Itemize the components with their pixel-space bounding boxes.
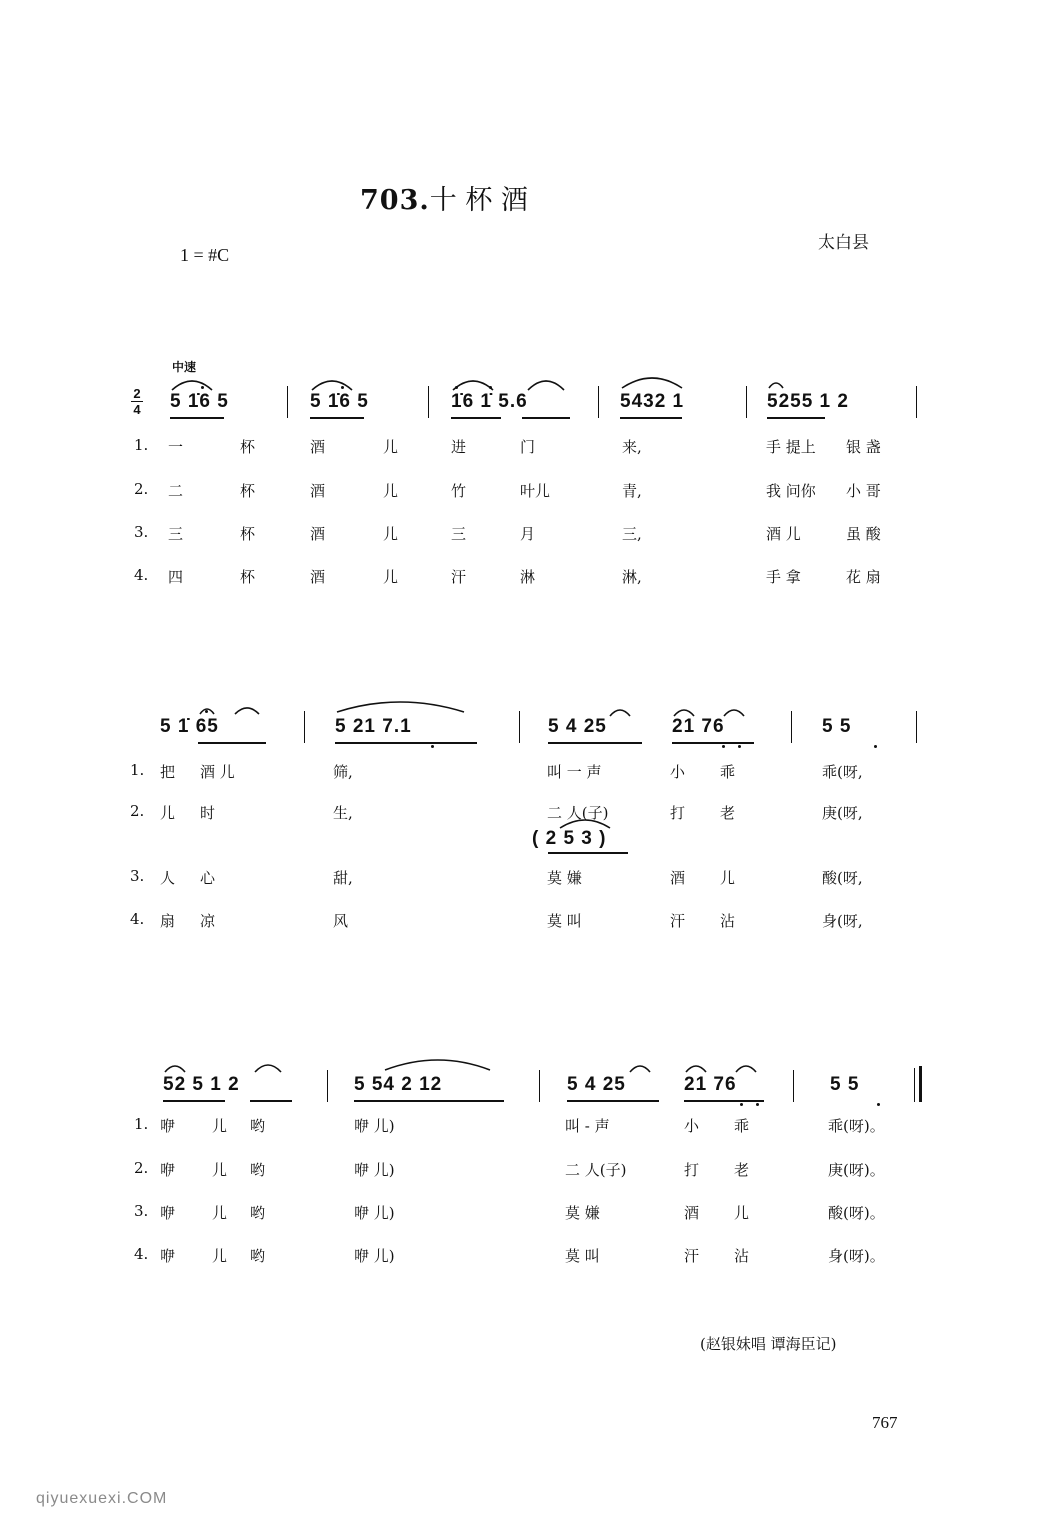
measure-3-2: 5 54 2 12	[354, 1074, 443, 1095]
alternate-notes: ( 2 5 3 )	[532, 828, 607, 849]
score-page: 703.十 杯 酒 太白县 1 = #C 中速 2 4 5 1̇6 5 5 1̇6 5 1̇6 1̇ 5.6 5432 1 5255 1 2 1. 一 杯 酒 儿 进 门 来, 手 提上 银 盏 2. 二 杯 酒 儿 竹 叶儿 青, 我 问你 小 哥 3. 三 杯 酒 儿 三 月 三, 酒 儿 虽 酸 4. 四 杯 酒 儿 汗 淋 淋, 手 拿 花 扇 5 1̇ 65 5 21 7.1 5 4 25 21 76 5 5 ( 2 5 3 ) 1. 把 酒 儿 筛, 叫 一 声 小 乖 乖(呀, 2. 儿 时 生, 二 人(子) 打 老 庚(呀, 3. 人 心 甜, 莫 嫌 酒 儿 酸(呀, 4. 扇 凉 风 莫 叫 汗 沾 身(呀, 52 5 1 2 5 54 2 12 5 4 25 21 76 5 5 1. 咿 儿 哟 咿 儿) 叫 - 声 小 乖 乖(呀)。 2. 咿 儿 哟 咿 儿) 二 人(子) 打 老 庚(呀)。 3. 咿 儿 哟 咿 儿) 莫 嫌 酒 儿 酸(呀)。 4. 咿 儿 哟 咿 儿) 莫 叫 汗 沾 身(呀)。 (赵银妹唱 谭海臣记) 767 qiyuexuexi.COM	[0, 0, 1054, 1530]
tempo-marking: 中速	[172, 360, 197, 374]
measure-2-2: 5 21 7.1	[335, 716, 412, 737]
measure-1-1: 5 1̇6 5	[170, 391, 229, 412]
meter-bottom: 4	[133, 402, 141, 417]
song-name: 十 杯 酒	[429, 185, 528, 216]
key-signature: 1 = #C	[180, 245, 230, 265]
measure-2-5: 5 5	[822, 716, 852, 737]
measure-1-3: 1̇6 1̇ 5.6	[451, 391, 528, 412]
measure-3-5: 5 5	[830, 1074, 860, 1095]
region-label: 太白县	[818, 233, 869, 253]
measure-3-3: 5 4 25	[567, 1074, 626, 1095]
page-number: 767	[872, 1413, 898, 1432]
measure-1-2: 5 1̇6 5	[310, 391, 369, 412]
measure-3-4: 21 76	[684, 1074, 737, 1095]
song-number: 703.	[360, 185, 430, 216]
watermark: qiyuexuexi.COM	[36, 1490, 168, 1507]
measure-3-1: 52 5 1 2	[163, 1074, 240, 1095]
measure-1-4: 5432 1	[620, 391, 685, 412]
measure-1-5: 5255 1 2	[767, 391, 849, 412]
meter-top: 2	[133, 386, 141, 401]
measure-2-1: 5 1̇ 65	[160, 716, 219, 737]
measure-2-4: 21 76	[672, 716, 725, 737]
measure-2-3: 5 4 25	[548, 716, 607, 737]
credit-line: (赵银妹唱 谭海臣记)	[700, 1335, 837, 1353]
